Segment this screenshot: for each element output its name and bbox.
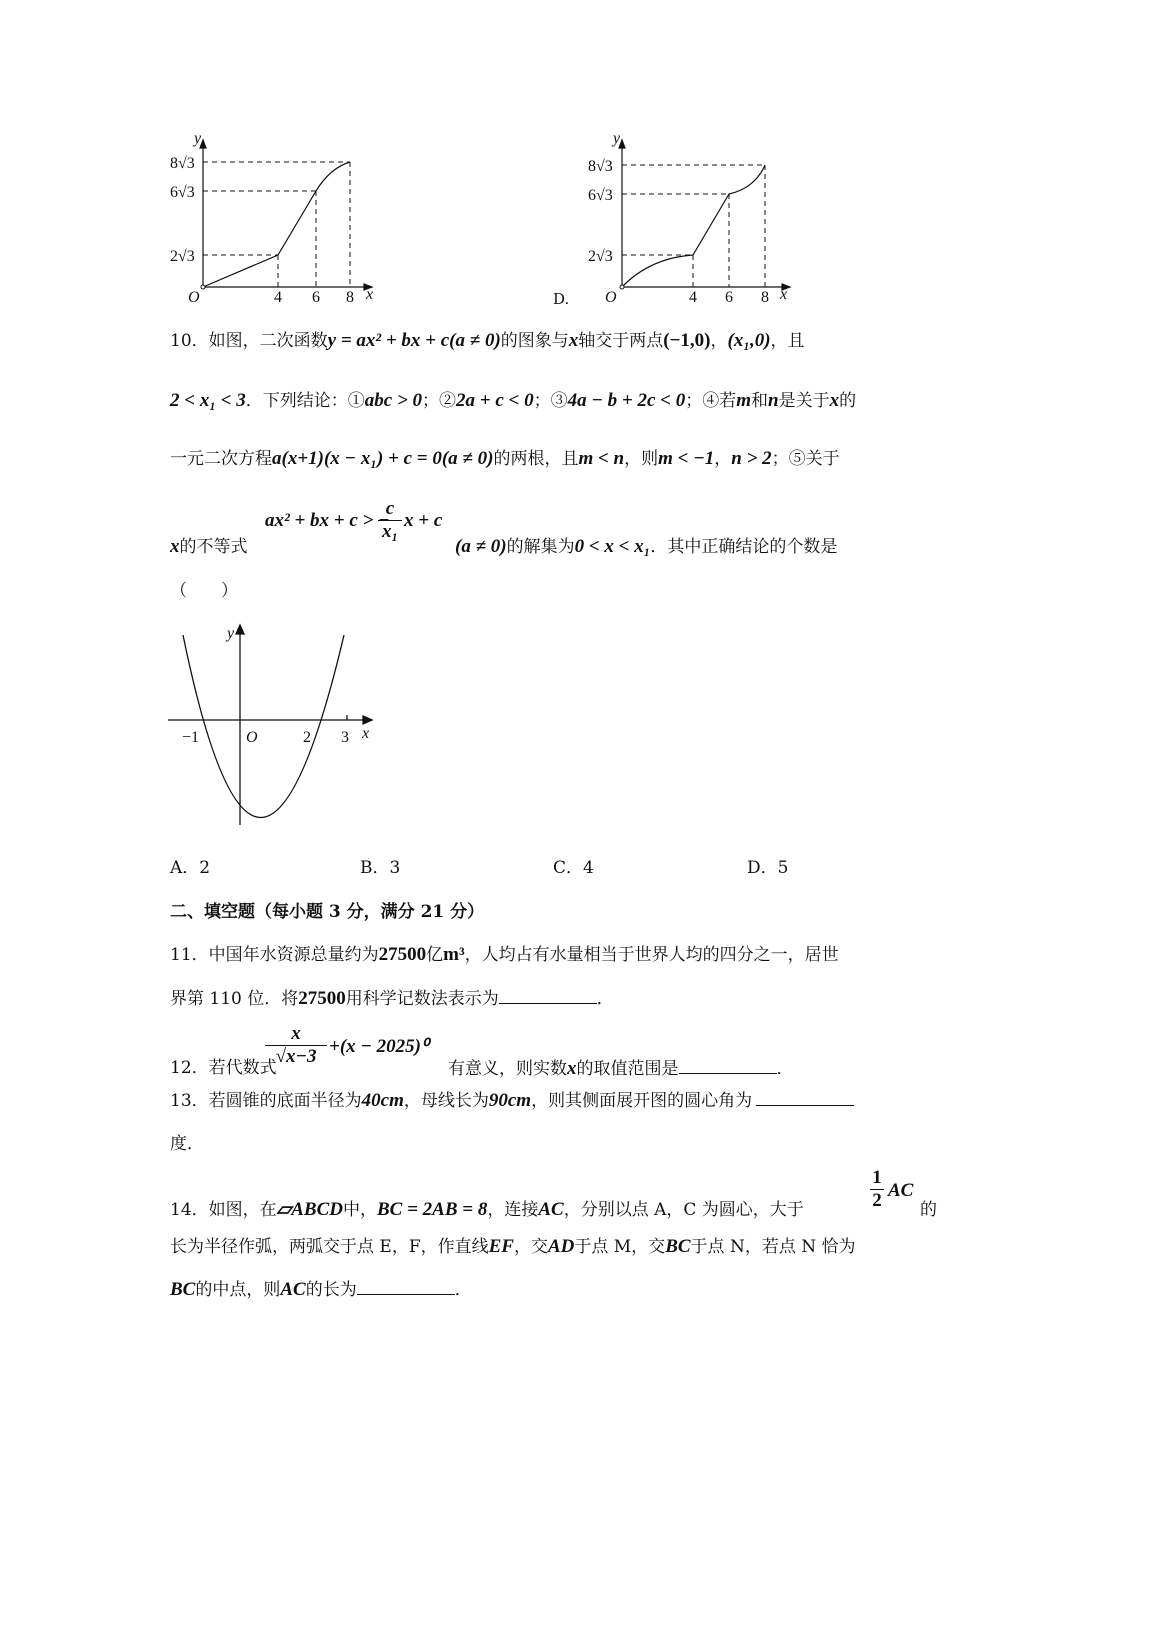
answer-blank[interactable] <box>679 1057 777 1074</box>
q11-line2 <box>170 987 614 1010</box>
text: 长为半径作弧，两弧交于点 E，F，作直线 <box>170 1237 489 1257</box>
text: 的 <box>920 1200 937 1220</box>
x-tick: 6 <box>312 289 320 306</box>
text: ，人均占有水量相当于世界人均的四分之一，居世 <box>464 945 839 965</box>
text: ．下列结论：① <box>245 391 365 411</box>
text: 用科学记数法表示为 <box>345 989 499 1009</box>
origin-label: O <box>188 289 200 306</box>
math: (x₁,0) <box>727 330 771 351</box>
q14-line1 <box>170 1199 804 1221</box>
text: 有意义，则实数 <box>448 1059 567 1079</box>
text: 界第 110 位．将 <box>170 989 299 1009</box>
text: ，交 <box>513 1237 548 1257</box>
math: y = ax² + bx + c(a ≠ 0) <box>327 330 501 351</box>
denominator: x₁ <box>378 520 402 543</box>
option-c[interactable]: C．4 <box>553 858 594 878</box>
math: 27500 <box>298 988 346 1009</box>
y-tick: 2√3 <box>588 248 613 265</box>
q12-prefix: 12．若代数式 <box>170 1058 277 1078</box>
text: 轴交于两点 <box>578 331 664 351</box>
option-b[interactable]: B．3 <box>360 858 401 878</box>
text: ，则其侧面展开图的圆心角为 <box>531 1091 753 1111</box>
answer-parens: （ ） <box>170 581 238 601</box>
math: BC = 2AB = 8 <box>377 1199 488 1220</box>
text: 10．如图，二次函数 <box>170 331 328 351</box>
x-axis-label: x <box>780 286 788 303</box>
math: m <box>736 390 752 411</box>
text: ． <box>596 989 614 1009</box>
q11-line1 <box>170 944 839 966</box>
math: x <box>170 536 180 557</box>
numerator: x <box>291 1023 301 1044</box>
parabola-graph <box>0 0 400 840</box>
math: AC <box>888 1180 914 1201</box>
text: ， <box>710 331 728 351</box>
math: abc > 0 <box>364 390 423 411</box>
inequality-lhs: ax² + bx + c > − <box>265 510 390 531</box>
y-tick: 2√3 <box>170 248 195 265</box>
math: m < −1 <box>658 448 715 469</box>
text: ．其中正确结论的个数是 <box>650 537 838 557</box>
math: 2a + c < 0 <box>456 390 534 411</box>
numerator: c <box>385 498 395 519</box>
y-tick: 8√3 <box>588 158 613 175</box>
section-heading: 二、填空题（每小题 3 分，满分 21 分） <box>170 902 485 922</box>
math: AC <box>538 1199 564 1220</box>
text: ；⑤关于 <box>771 449 840 469</box>
text: ；③ <box>533 391 568 411</box>
text: 的图象与 <box>500 331 569 351</box>
text: 中， <box>343 1200 377 1220</box>
text: 的取值范围是 <box>576 1059 679 1079</box>
answer-blank[interactable] <box>499 987 597 1004</box>
answer-blank[interactable] <box>756 1089 854 1106</box>
math: 27500 <box>378 944 427 965</box>
x-tick: 4 <box>274 289 282 306</box>
q10-line4-end <box>455 536 837 558</box>
text: 13．若圆锥的底面半径为 <box>170 1091 362 1111</box>
text: 和 <box>751 391 769 411</box>
y-tick: 6√3 <box>170 184 195 201</box>
math: n > 2 <box>731 448 772 469</box>
text: 的两根，且 <box>493 449 579 469</box>
math: m³ <box>443 944 465 965</box>
text: 14．如图，在 <box>170 1200 277 1220</box>
text: 的解集为 <box>506 537 575 557</box>
math: 0 < x < x₁ <box>574 536 651 557</box>
math: BC <box>170 1279 196 1300</box>
x-axis-label: x <box>366 286 374 303</box>
math: a(x+1)(x − x₁) + c = 0 <box>272 448 442 469</box>
q14-line3 <box>170 1278 472 1301</box>
text: ，则 <box>624 449 659 469</box>
option-d-label: D. <box>553 290 570 308</box>
option-d[interactable]: D．5 <box>747 858 789 878</box>
text: 亿 <box>426 945 444 965</box>
math: (a ≠ 0) <box>455 536 507 557</box>
text: 的长为 <box>305 1280 357 1300</box>
text: ． <box>776 1059 794 1079</box>
fraction <box>265 1023 327 1068</box>
math: 90cm <box>488 1090 532 1111</box>
q12-suffix <box>448 1057 794 1080</box>
math: n <box>768 390 779 411</box>
math: x <box>568 330 579 351</box>
math: 4a − b + 2c < 0 <box>567 390 686 411</box>
text: ， <box>714 449 732 469</box>
origin-label: O <box>246 729 258 746</box>
x-tick: 4 <box>689 289 697 306</box>
inequality-rhs: x + c <box>404 510 443 531</box>
text: 11．中国年水资源总量约为 <box>170 945 379 965</box>
text: ． <box>454 1280 472 1300</box>
math: m < n <box>578 448 625 469</box>
q13-line1 <box>170 1089 854 1112</box>
y-axis-label: y <box>227 625 235 642</box>
text: ，且 <box>770 331 805 351</box>
x-tick: 3 <box>341 729 349 746</box>
q14-line2 <box>170 1236 856 1258</box>
text: ，母线长为 <box>403 1091 489 1111</box>
denominator: 2 <box>870 1189 884 1212</box>
text: ，分别以点 A，C 为圆心，大于 <box>563 1200 804 1220</box>
math: (a ≠ 0) <box>441 448 494 469</box>
text: ；④若 <box>685 391 737 411</box>
x-tick: 6 <box>725 289 733 306</box>
x-axis-label: x <box>362 725 370 742</box>
x-tick: 8 <box>346 289 354 306</box>
math: AD <box>547 1236 575 1257</box>
origin-label: O <box>605 289 617 306</box>
x-tick: 2 <box>303 729 311 746</box>
text: 于点 M，交 <box>574 1237 666 1257</box>
option-a[interactable]: A．2 <box>170 858 211 878</box>
math: 40cm <box>361 1090 404 1111</box>
text: 是关于 <box>778 391 830 411</box>
y-tick: 6√3 <box>588 187 613 204</box>
denominator: √x−3 <box>265 1045 327 1068</box>
x-tick: −1 <box>182 729 200 746</box>
math: BC <box>665 1236 691 1257</box>
math: AC <box>280 1279 306 1300</box>
text: 一元二次方程 <box>170 449 272 469</box>
y-tick: 8√3 <box>170 155 195 172</box>
text: ；② <box>422 391 457 411</box>
text: ，连接 <box>487 1200 539 1220</box>
y-axis-label: y <box>613 130 621 147</box>
q13-line2: 度． <box>170 1134 204 1154</box>
math: EF <box>488 1236 514 1257</box>
fraction-half <box>870 1167 884 1212</box>
power-term: +(x − 2025)⁰ <box>329 1036 429 1057</box>
text: 于点 N，若点 N 恰为 <box>690 1237 856 1257</box>
x-tick: 8 <box>761 289 769 306</box>
numerator: 1 <box>872 1167 882 1188</box>
text: 的中点，则 <box>195 1280 281 1300</box>
math: x <box>567 1058 577 1079</box>
math: (−1,0) <box>663 330 711 351</box>
y-axis-label: y <box>194 130 202 147</box>
text: 的不等式 <box>179 537 248 557</box>
answer-blank[interactable] <box>357 1278 455 1295</box>
math: ▱ABCD <box>276 1199 343 1220</box>
text: 的 <box>839 391 857 411</box>
math: 2 < x₁ < 3 <box>170 390 246 411</box>
math: x <box>829 390 840 411</box>
